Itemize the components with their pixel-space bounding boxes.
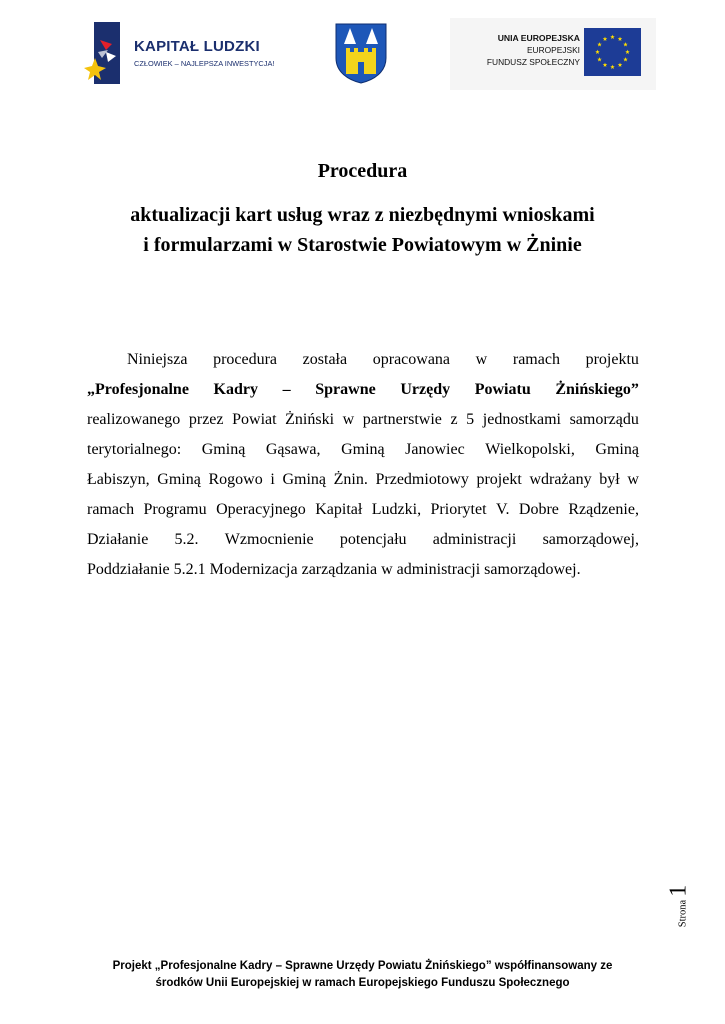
body-word: Poddziałanie 5.2.1 Modernizacja zarządzania w administracji samorządowej. <box>87 561 581 578</box>
body-word: był <box>599 471 620 488</box>
body-word: Gminą <box>595 441 639 458</box>
body-word: Niniejsza <box>127 351 188 368</box>
footer-line-1: Projekt „Profesjonalne Kadry – Sprawne Urzędy Powiatu Żnińskiego” współfinansowany ze <box>112 960 613 972</box>
body-word: Urzędy <box>400 381 451 398</box>
coat-of-arms-icon <box>334 22 388 84</box>
body-word: Kapitał <box>315 501 363 518</box>
body-word: Żniński <box>285 411 335 428</box>
body-word: Dobre <box>518 501 559 518</box>
eu-logo-text <box>460 32 580 68</box>
body-word: w <box>475 351 488 368</box>
body-line <box>87 555 639 585</box>
body-word: opracowana <box>372 351 451 368</box>
body-word: wdrażany <box>529 471 592 488</box>
body-word: Gminą <box>201 441 246 458</box>
body-word: „Profesjonalne <box>87 381 189 398</box>
body-word: Gminą <box>341 441 385 458</box>
body-word: projekt <box>476 471 522 488</box>
body-word: Rogowo <box>208 471 263 488</box>
body-word: partnerstwie <box>362 411 442 428</box>
body-word: Ludzki, <box>371 501 422 518</box>
footer <box>0 958 725 992</box>
body-word: ramach <box>87 501 135 518</box>
footer-line-2: środków Unii Europejskiej w ramach Europejskiego Funduszu Społecznego <box>155 977 570 989</box>
document-subtitle <box>0 200 725 260</box>
body-word: samorządu <box>569 411 639 428</box>
body-word: Łabiszyn, <box>87 471 150 488</box>
body-line <box>87 525 639 555</box>
body-word: samorządowej, <box>542 531 639 548</box>
body-word: Żnińskiego” <box>555 381 639 398</box>
body-word: Priorytet <box>430 501 487 518</box>
body-word: i <box>270 471 275 488</box>
eu-logo <box>450 18 656 90</box>
body-word: jednostkami <box>482 411 561 428</box>
body-word: 5.2. <box>174 531 199 548</box>
header <box>0 0 725 100</box>
body-word: Kadry <box>213 381 258 398</box>
body-word: administracji <box>432 531 517 548</box>
body-word: Gminą <box>282 471 326 488</box>
body-word: została <box>302 351 348 368</box>
body-word: Janowiec <box>405 441 465 458</box>
body-line <box>87 345 639 375</box>
body-word: Powiatu <box>474 381 531 398</box>
body-word: potencjału <box>339 531 407 548</box>
body-word: Wzmocnienie <box>224 531 314 548</box>
subtitle-line-2: i formularzami w Starostwie Powiatowym w Żninie <box>143 234 582 256</box>
body-paragraph <box>87 345 639 585</box>
body-word: terytorialnego: <box>87 441 182 458</box>
eu-flag-icon <box>584 28 641 76</box>
body-word: Sprawne <box>315 381 376 398</box>
body-line <box>87 375 639 405</box>
body-line <box>87 435 639 465</box>
body-word: ramach <box>512 351 560 368</box>
body-word: V. <box>495 501 510 518</box>
body-line <box>87 495 639 525</box>
body-word: w <box>627 471 639 488</box>
kapital-ludzki-logo <box>82 22 282 84</box>
kapital-ludzki-mark-icon <box>82 22 122 84</box>
page-number-value: 1 <box>665 884 692 897</box>
kapital-ludzki-subtitle: CZŁOWIEK – NAJLEPSZA INWESTYCJA! <box>134 59 275 68</box>
body-word: Gminą <box>157 471 201 488</box>
page-number <box>665 872 692 940</box>
page-number-label: Strona <box>677 899 689 928</box>
body-word: realizowanego <box>87 411 181 428</box>
eu-logo-line-3: FUNDUSZ SPOŁECZNY <box>486 57 580 67</box>
body-line <box>87 465 639 495</box>
body-word: procedura <box>213 351 278 368</box>
subtitle-line-1: aktualizacji kart usług wraz z niezbędnymi wnioskami <box>130 204 595 226</box>
eu-logo-line-1: UNIA EUROPEJSKA <box>497 33 580 43</box>
body-word: Powiat <box>232 411 277 428</box>
body-word: 5 <box>466 411 475 428</box>
body-word: Programu <box>143 501 207 518</box>
body-line <box>87 405 639 435</box>
body-word: Rządzenie, <box>568 501 639 518</box>
document-title: Procedura <box>317 160 408 182</box>
body-word: Przedmiotowy <box>375 471 469 488</box>
body-word: Gąsawa, <box>265 441 321 458</box>
eu-logo-line-2: EUROPEJSKI <box>526 45 580 55</box>
body-word: Operacyjnego <box>216 501 306 518</box>
kapital-ludzki-title: KAPITAŁ LUDZKI <box>134 38 260 55</box>
body-word: Wielkopolski, <box>485 441 575 458</box>
body-word: projektu <box>585 351 639 368</box>
body-word: przez <box>188 411 224 428</box>
body-word: Żnin. <box>333 471 368 488</box>
body-word: z <box>450 411 458 428</box>
body-word: w <box>342 411 355 428</box>
body-word: Działanie <box>87 531 149 548</box>
body-word: – <box>282 381 291 398</box>
